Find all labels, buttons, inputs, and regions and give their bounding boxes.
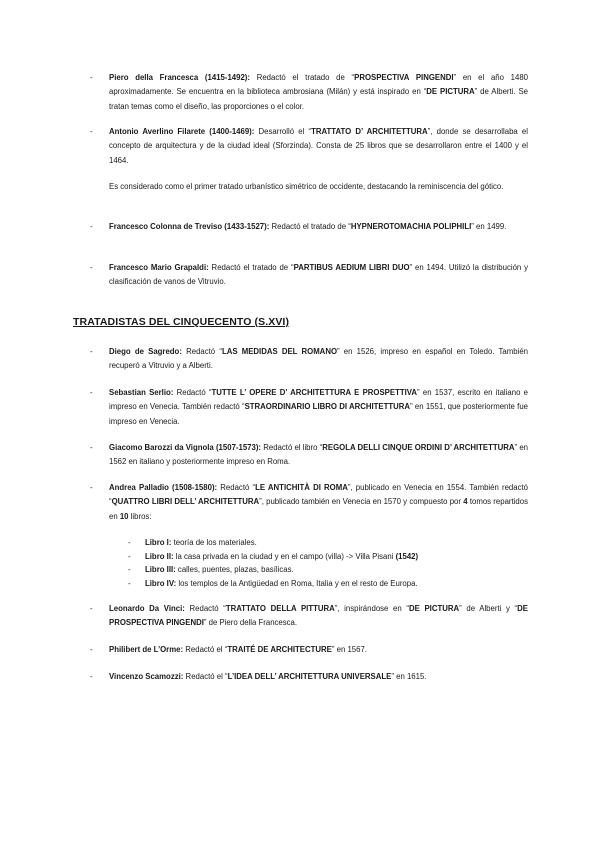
list-item xyxy=(90,481,528,524)
bullet-dash: - xyxy=(90,672,93,681)
author-name: Philibert de L’Orme: xyxy=(109,645,184,654)
author-name: Piero della Francesca (1415-1492): xyxy=(109,73,250,82)
book-label: Libro I: xyxy=(145,538,172,547)
list-item xyxy=(90,441,528,470)
bullet-dash: - xyxy=(90,645,93,654)
treatise-title: QUATTRO LIBRI DELL’ ARCHITETTURA xyxy=(111,497,260,507)
treatise-title: TRAITÉ DE ARCHITECTURE xyxy=(227,645,332,654)
entry-text: Philibert de L’Orme: Redactó el “TRAITÉ DE ARCHITECTURE” en 1567. xyxy=(109,645,367,654)
author-name: Giacomo Barozzi da Vignola (1507-1573): xyxy=(109,443,262,452)
treatise-title: HYPNEROTOMACHIA POLIPHILI xyxy=(350,222,472,231)
entry-text: Sebastian Serlio: Redactó “TUTTE L’ OPERE D’ ARCHITETTURA E PROSPETTIVA” en 1537, escrito en italiano e impreso en Venecia. También redactó “STRAORDINARIO LIBRO DI ARCHITETTURA” en 1551, que posteriormente fue impreso en Venecia. xyxy=(109,388,528,426)
entry-text: Leonardo Da Vinci: Redactó “TRATTATO DELLA PITTURA”, inspirándose en “DE PICTURA” de Alberti y “DE PROSPECTIVA PINGENDI” de Piero della Francesca. xyxy=(109,604,528,628)
treatise-title: STRAORDINARIO LIBRO DI ARCHITETTURA xyxy=(244,402,411,412)
entry-text: Francesco Mario Grapaldi: Redactó el tratado de “PARTIBUS AEDIUM LIBRI DUO” en 1494. Utilizó la distribución y clasificación de vanos de Vitruvio. xyxy=(109,263,529,287)
author-name: Francesco Colonna de Treviso (1433-1527): xyxy=(109,222,270,231)
treatise-title: PARTIBUS AEDIUM LIBRI DUO xyxy=(293,263,410,272)
author-name: Sebastian Serlio: xyxy=(109,388,174,397)
entry-text: Francesco Colonna de Treviso (1433-1527): Redactó el tratado de “HYPNEROTOMACHIA POLIPHILI” en 1499. xyxy=(109,222,507,231)
tome-count: 4 xyxy=(463,497,468,507)
treatise-title: DE PROSPECTIVA PINGENDI xyxy=(109,604,528,628)
list-item xyxy=(90,220,528,234)
author-name: Andrea Palladio (1508-1580): xyxy=(109,483,218,492)
bullet-dash: - xyxy=(128,551,131,561)
bullet-dash: - xyxy=(128,565,131,575)
author-name: Leonardo Da Vinci: xyxy=(109,604,185,613)
bullet-dash: - xyxy=(128,578,131,588)
treatise-title: PROSPECTIVA PINGENDI xyxy=(354,73,454,82)
treatise-title: LAS MEDIDAS DEL ROMANO xyxy=(221,347,338,356)
list-item xyxy=(90,602,528,631)
list-item: - Libro I: teoría de los materiales. xyxy=(128,536,528,550)
bullet-dash: - xyxy=(90,483,93,492)
bullet-dash: - xyxy=(90,347,93,356)
list-item xyxy=(90,670,528,684)
entry-text: Piero della Francesca (1415-1492): Redactó el tratado de “PROSPECTIVA PINGENDI” en el año 1480 aproximadamente. Se encuentra en la biblioteca ambrosiana (Milán) y está inspirado en “DE PICTURA” de Alberti. Se tratan temas como el diseño, las proporciones o el color. xyxy=(109,73,528,111)
treatise-title: TUTTE L’ OPERE D’ ARCHITETTURA E PROSPETTIVA xyxy=(211,388,418,397)
filarete-note: Es considerado como el primer tratado urbanístico simétrico de occidente, destacando la reminiscencia del gótico. xyxy=(109,182,504,191)
list-item xyxy=(90,261,528,290)
author-name: Diego de Sagredo: xyxy=(109,347,182,356)
author-name: Francesco Mario Grapaldi: xyxy=(109,263,209,272)
treatise-title: DE PICTURA xyxy=(408,604,460,613)
treatise-title: DE PICTURA xyxy=(426,87,475,97)
entry-text: Antonio Averlino Filarete (1400-1469): Desarrolló el “TRATTATO D’ ARCHITETTURA”, donde se desarrollaba el concepto de arquitectura y de la ciudad ideal (Sforzinda). Consta de 25 libros que se desarrollaron entre el 1400 y el 1464. xyxy=(109,127,529,165)
list-item xyxy=(90,345,528,374)
bullet-dash: - xyxy=(90,443,93,452)
treatise-title: REGOLA DELLI CINQUE ORDINI D’ ARCHITETTURA xyxy=(322,443,515,452)
entry-text: Andrea Palladio (1508-1580): Redactó “LE ANTICHITÀ DI ROMA”, publicado en Venecia en 1554. También redactó “QUATTRO LIBRI DELL’ ARCHITETTURA”, publicado también en Venecia en 1570 y compuesto por 4 tomos repartidos en 10 libros: xyxy=(109,483,528,521)
list-item: - Libro III: calles, puentes, plazas, basílicas. xyxy=(128,563,528,577)
bullet-dash: - xyxy=(90,388,93,397)
bullet-dash: - xyxy=(90,127,93,136)
list-item: - Libro IV: los templos de la Antigüedad en Roma, Italia y en el resto de Europa. xyxy=(128,577,528,591)
book-label: Libro IV: xyxy=(145,578,177,588)
list-item: - Libro II: la casa privada en la ciudad y en el campo (villa) -> Villa Pisani (1542) xyxy=(128,550,528,564)
book-label: Libro III: xyxy=(145,565,176,575)
list-item xyxy=(90,125,528,168)
entry-text: Giacomo Barozzi da Vignola (1507-1573): Redactó el libro “REGOLA DELLI CINQUE ORDINI D’ ARCHITETTURA” en 1562 en italiano y posteriormente impreso en Roma. xyxy=(109,443,529,467)
book-count: 10 xyxy=(119,511,129,521)
book-label: Libro II: xyxy=(145,551,174,561)
bullet-dash: - xyxy=(90,73,93,82)
list-item xyxy=(90,71,528,114)
treatise-title: TRATTATO DELLA PITTURA xyxy=(225,604,335,613)
bullet-dash: - xyxy=(90,222,93,231)
section-heading: TRATADISTAS DEL CINQUECENTO (S.XVI) xyxy=(73,316,290,328)
treatise-title: L’IDEA DELL’ ARCHITETTURA UNIVERSALE xyxy=(227,672,392,681)
entry-text: Diego de Sagredo: Redactó “LAS MEDIDAS DEL ROMANO” en 1526, impreso en español en Toledo. También recuperó a Vitruvio y a Alberti. xyxy=(109,347,528,371)
author-name: Antonio Averlino Filarete (1400-1469): xyxy=(109,127,255,136)
bullet-dash: - xyxy=(90,604,93,613)
treatise-title: TRATTATO D’ ARCHITETTURA xyxy=(311,127,428,136)
treatise-title: LE ANTICHITÀ DI ROMA xyxy=(255,483,348,492)
list-item xyxy=(90,386,528,429)
palladio-books-list xyxy=(128,536,528,590)
bullet-dash: - xyxy=(128,538,131,547)
entry-text: Vincenzo Scamozzi: Redactó el “L’IDEA DELL’ ARCHITETTURA UNIVERSALE” en 1615. xyxy=(109,672,427,681)
author-name: Vincenzo Scamozzi: xyxy=(109,672,184,681)
list-item xyxy=(90,643,528,657)
bullet-dash: - xyxy=(90,263,93,272)
villa-year: (1542) xyxy=(395,551,419,561)
